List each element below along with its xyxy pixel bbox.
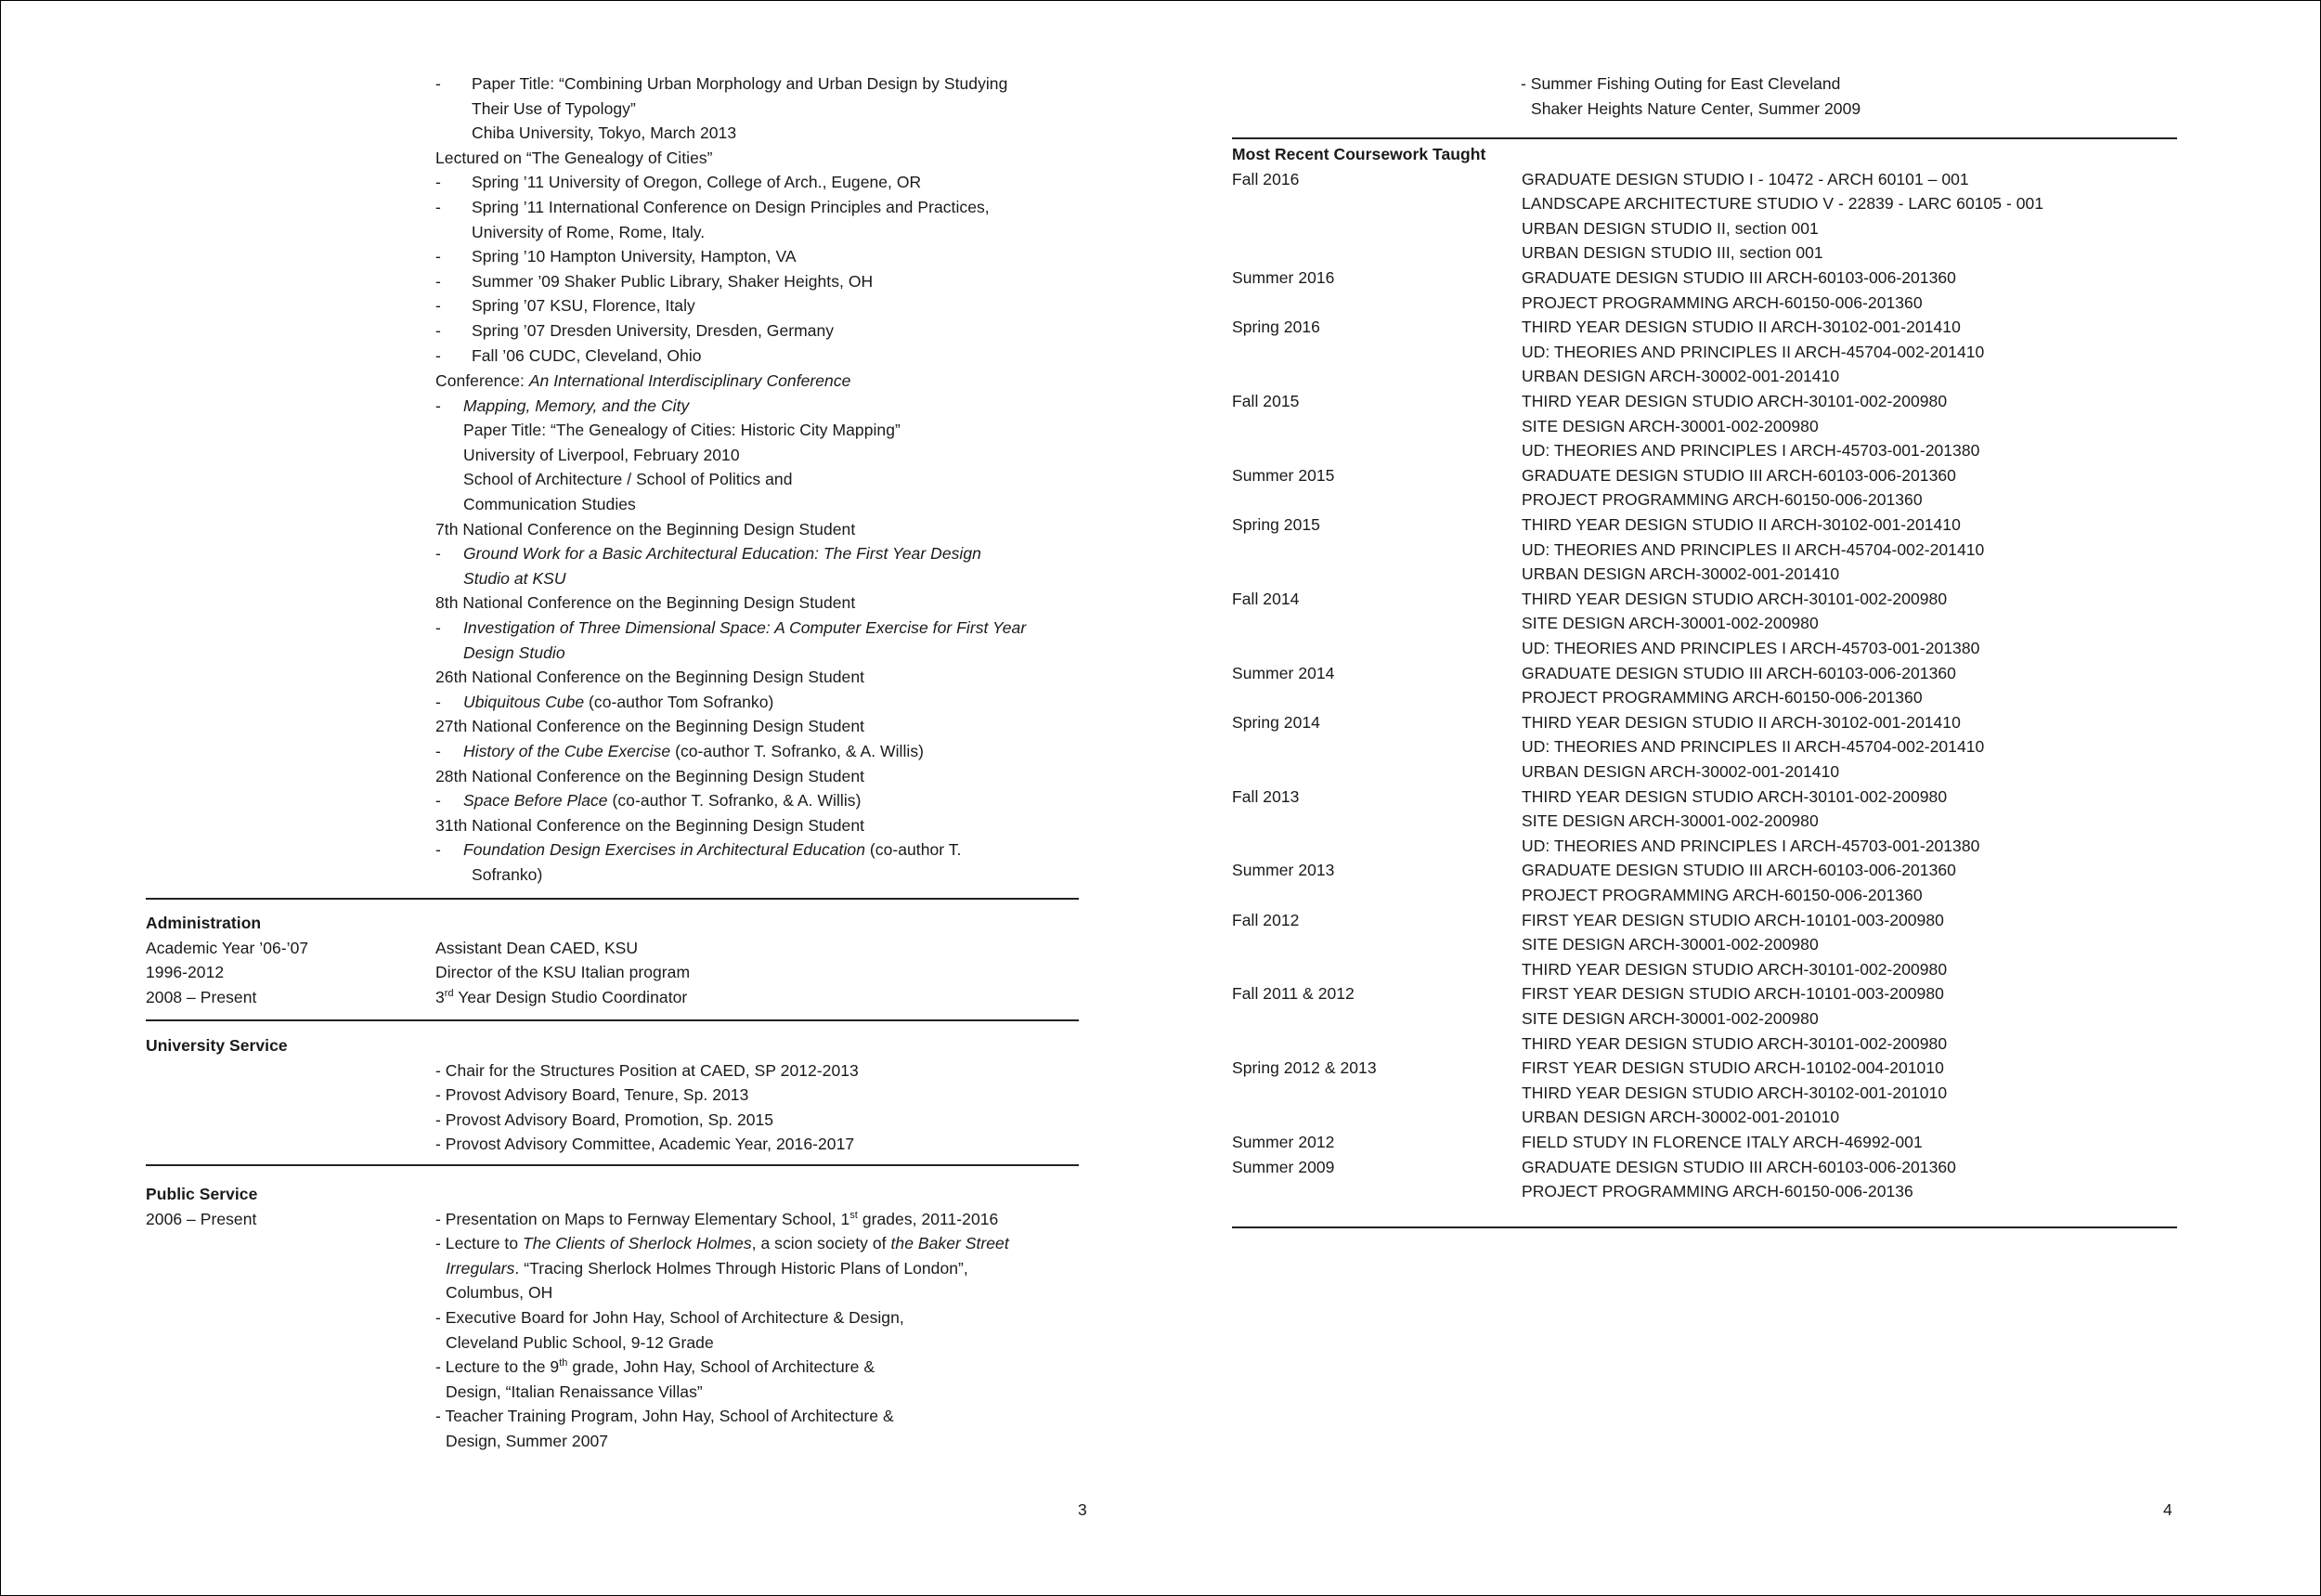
course-entry: THIRD YEAR DESIGN STUDIO ARCH-30101-002-200980 (1522, 392, 1948, 410)
course-entry: URBAN DESIGN STUDIO II, section 001 (1522, 218, 1819, 238)
public-service-item: - Teacher Training Program, John Hay, School of Architecture & (435, 1407, 894, 1426)
list-dash: - (435, 618, 441, 637)
course-entry: UD: THEORIES AND PRINCIPLES II ARCH-45704-002-201410 (1522, 342, 1985, 361)
list-dash: - (435, 321, 441, 340)
course-entry: URBAN DESIGN ARCH-30002-001-201410 (1522, 762, 1840, 781)
course-entry: UD: THEORIES AND PRINCIPLES II ARCH-45704-002-201410 (1522, 539, 1985, 559)
course-entry: FIELD STUDY IN FLORENCE ITALY ARCH-46992-001 (1522, 1133, 1923, 1151)
page-4 (1161, 1, 2320, 1595)
course-entry: PROJECT PROGRAMMING ARCH-60150-006-201360 (1522, 292, 1923, 312)
conference-heading: 27th National Conference on the Beginning Design Student (435, 717, 865, 736)
conference-paper-cont: Studio at KSU (463, 568, 566, 588)
course-entry: URBAN DESIGN STUDIO III, section 001 (1522, 243, 1823, 263)
course-term: Spring 2014 (1232, 712, 1320, 732)
service-item: - Summer Fishing Outing for East Cleveland (1521, 74, 1841, 93)
lecture-line: Summer ’09 Shaker Public Library, Shaker Heights, OH (472, 271, 874, 291)
course-term: Summer 2013 (1232, 861, 1335, 880)
list-dash: - (435, 198, 441, 216)
course-entry: SITE DESIGN ARCH-30001-002-200980 (1522, 416, 1819, 435)
conference-heading: 7th National Conference on the Beginning Design Student (435, 519, 856, 538)
list-dash: - (435, 345, 441, 365)
list-dash: - (435, 840, 441, 860)
list-dash: - (435, 247, 441, 266)
course-entry: THIRD YEAR DESIGN STUDIO ARCH-30101-002-200980 (1522, 1033, 1948, 1053)
conference-paper: Ubiquitous Cube (co-author Tom Sofranko) (463, 692, 774, 711)
section-divider (146, 1164, 1079, 1166)
course-term: Spring 2012 & 2013 (1232, 1058, 1377, 1078)
conference-paper: Space Before Place (co-author T. Sofranko, & A. Willis) (463, 791, 862, 811)
conference-heading: 28th National Conference on the Beginning Design Student (435, 766, 865, 785)
page-number: 4 (2163, 1500, 2172, 1519)
public-service-item-cont: Irregulars. “Tracing Sherlock Holmes Through Historic Plans of London”, (446, 1258, 968, 1278)
admin-period: Academic Year ’06-’07 (146, 938, 309, 957)
course-entry: URBAN DESIGN ARCH-30002-001-201410 (1522, 367, 1840, 386)
section-divider (146, 898, 1079, 900)
course-term: Fall 2012 (1232, 910, 1300, 929)
public-service-item-cont: Cleveland Public School, 9-12 Grade (446, 1332, 714, 1352)
course-entry: GRADUATE DESIGN STUDIO III ARCH-60103-006-201360 (1522, 663, 1956, 682)
course-entry: SITE DESIGN ARCH-30001-002-200980 (1522, 935, 1819, 954)
course-entry: FIRST YEAR DESIGN STUDIO ARCH-10101-003-200980 (1522, 910, 1944, 929)
course-entry: UD: THEORIES AND PRINCIPLES I ARCH-45703-001-201380 (1522, 836, 1980, 855)
lecture-line: University of Rome, Rome, Italy. (472, 222, 706, 241)
conference-paper-cont: Sofranko) (472, 865, 543, 884)
conference-detail-line: Communication Studies (463, 495, 636, 513)
course-term: Summer 2014 (1232, 663, 1335, 682)
coursework-heading: Most Recent Coursework Taught (1232, 145, 1486, 163)
service-item-cont: Shaker Heights Nature Center, Summer 2009 (1531, 98, 1861, 118)
course-term: Fall 2014 (1232, 589, 1300, 608)
course-entry: PROJECT PROGRAMMING ARCH-60150-006-201360 (1522, 886, 1923, 904)
list-dash: - (435, 544, 441, 564)
list-dash: - (435, 74, 441, 93)
admin-period: 2008 – Present (146, 987, 257, 1006)
service-item: - Provost Advisory Board, Tenure, Sp. 2013 (435, 1085, 749, 1105)
list-dash: - (435, 271, 441, 291)
admin-role: Assistant Dean CAED, KSU (435, 938, 639, 957)
course-term: Fall 2011 & 2012 (1232, 984, 1355, 1004)
list-dash: - (435, 742, 441, 760)
course-entry: GRADUATE DESIGN STUDIO III ARCH-60103-006-201360 (1522, 1157, 1956, 1176)
conference-session: Mapping, Memory, and the City (463, 396, 690, 415)
course-entry: URBAN DESIGN ARCH-30002-001-201010 (1522, 1108, 1840, 1127)
admin-period: 1996-2012 (146, 963, 225, 982)
course-term: Spring 2015 (1232, 515, 1320, 534)
public-service-item: - Executive Board for John Hay, School of Architecture & Design, (435, 1308, 904, 1327)
conference-heading: 26th National Conference on the Beginning Design Student (435, 668, 865, 687)
course-entry: PROJECT PROGRAMMING ARCH-60150-006-201360 (1522, 490, 1923, 510)
public-service-item-cont: Design, “Italian Renaissance Villas” (446, 1382, 703, 1401)
public-service-item: - Lecture to The Clients of Sherlock Holmes, a scion society of the Baker Street (435, 1234, 1009, 1253)
public-service-item-cont: Design, Summer 2007 (446, 1432, 609, 1450)
course-term: Summer 2009 (1232, 1157, 1335, 1176)
course-entry: THIRD YEAR DESIGN STUDIO ARCH-30101-002-200980 (1522, 786, 1948, 806)
conference-paper: Ground Work for a Basic Architectural Education: The First Year Design (463, 544, 981, 564)
admin-role: Director of the KSU Italian program (435, 963, 691, 982)
course-entry: UD: THEORIES AND PRINCIPLES I ARCH-45703-001-201380 (1522, 639, 1980, 657)
lecture-line: Spring ’07 Dresden University, Dresden, Germany (472, 321, 835, 340)
conference-heading: 8th National Conference on the Beginning Design Student (435, 593, 856, 613)
page-3 (1, 1, 1161, 1595)
conference-detail-line: Paper Title: “The Genealogy of Cities: Historic City Mapping” (463, 421, 901, 440)
course-term: Summer 2012 (1232, 1133, 1335, 1151)
course-entry: SITE DESIGN ARCH-30001-002-200980 (1522, 614, 1819, 633)
course-entry: SITE DESIGN ARCH-30001-002-200980 (1522, 1009, 1819, 1028)
conference-label: Conference: (435, 371, 529, 390)
course-term: Spring 2016 (1232, 318, 1320, 337)
course-entry: URBAN DESIGN ARCH-30002-001-201410 (1522, 564, 1840, 584)
conference-paper: Foundation Design Exercises in Architectural Education (co-author T. (463, 840, 962, 860)
course-entry: UD: THEORIES AND PRINCIPLES II ARCH-45704-002-201410 (1522, 737, 1985, 757)
section-divider (1232, 1226, 2177, 1228)
course-entry: THIRD YEAR DESIGN STUDIO ARCH-30101-002-200980 (1522, 589, 1948, 608)
course-term: Fall 2013 (1232, 786, 1300, 806)
conference-line (435, 369, 850, 394)
list-dash: - (435, 173, 441, 192)
course-entry: GRADUATE DESIGN STUDIO III ARCH-60103-006-201360 (1522, 268, 1956, 287)
lecture-line: Chiba University, Tokyo, March 2013 (472, 123, 737, 143)
course-entry: THIRD YEAR DESIGN STUDIO II ARCH-30102-001-201410 (1522, 318, 1961, 337)
lecture-line: Spring ’11 University of Oregon, College of Arch., Eugene, OR (472, 173, 922, 192)
section-divider (146, 1019, 1079, 1021)
public-service-item: - Lecture to the 9th grade, John Hay, School of Architecture & (435, 1357, 875, 1377)
section-divider (1232, 137, 2177, 139)
conference-heading: 31th National Conference on the Beginning Design Student (435, 815, 865, 835)
course-entry: THIRD YEAR DESIGN STUDIO ARCH-30101-002-200980 (1522, 959, 1948, 979)
public-service-period: 2006 – Present (146, 1209, 257, 1228)
service-item: - Chair for the Structures Position at CAED, SP 2012-2013 (435, 1060, 859, 1080)
lecture-line: Spring ’10 Hampton University, Hampton, VA (472, 247, 797, 266)
course-term: Summer 2016 (1232, 268, 1335, 287)
conference-title: An International Interdisciplinary Conference (528, 371, 851, 390)
administration-heading: Administration (146, 914, 262, 932)
conference-detail-line: School of Architecture / School of Politics and (463, 470, 793, 489)
course-entry: THIRD YEAR DESIGN STUDIO II ARCH-30102-001-201410 (1522, 515, 1961, 534)
list-dash: - (435, 396, 441, 415)
university-service-heading: University Service (146, 1036, 288, 1055)
lecture-line: Fall ’06 CUDC, Cleveland, Ohio (472, 345, 702, 365)
list-dash: - (435, 296, 441, 316)
course-entry: PROJECT PROGRAMMING ARCH-60150-006-20136 (1522, 1182, 1913, 1201)
conference-detail-line: University of Liverpool, February 2010 (463, 445, 740, 464)
admin-role: 3rd Year Design Studio Coordinator (435, 987, 688, 1006)
conference-paper-cont: Design Studio (463, 642, 565, 662)
lecture-line: Spring ’07 KSU, Florence, Italy (472, 296, 695, 316)
conference-paper: History of the Cube Exercise (co-author T. Sofranko, & A. Willis) (463, 742, 925, 760)
conference-paper: Investigation of Three Dimensional Space: A Computer Exercise for First Year (463, 618, 1027, 637)
public-service-item-cont: Columbus, OH (446, 1283, 553, 1303)
course-entry: GRADUATE DESIGN STUDIO III ARCH-60103-006-201360 (1522, 861, 1956, 880)
course-term: Summer 2015 (1232, 465, 1335, 485)
course-entry: GRADUATE DESIGN STUDIO III ARCH-60103-006-201360 (1522, 465, 1956, 485)
service-item: - Provost Advisory Board, Promotion, Sp. 2015 (435, 1109, 774, 1129)
service-item: - Provost Advisory Committee, Academic Year, 2016-2017 (435, 1135, 855, 1154)
page-number: 3 (1078, 1500, 1087, 1519)
course-term: Fall 2015 (1232, 392, 1300, 410)
course-entry: FIRST YEAR DESIGN STUDIO ARCH-10102-004-201010 (1522, 1058, 1944, 1078)
course-entry: THIRD YEAR DESIGN STUDIO ARCH-30102-001-201010 (1522, 1083, 1948, 1102)
lecture-line: Spring ’11 International Conference on Design Principles and Practices, (472, 198, 990, 216)
lecture-line: Their Use of Typology” (472, 98, 636, 118)
course-entry: FIRST YEAR DESIGN STUDIO ARCH-10101-003-200980 (1522, 984, 1944, 1004)
course-entry: UD: THEORIES AND PRINCIPLES I ARCH-45703-001-201380 (1522, 441, 1980, 461)
list-dash: - (435, 791, 441, 811)
lecture-line: Lectured on “The Genealogy of Cities” (435, 148, 713, 167)
course-entry: PROJECT PROGRAMMING ARCH-60150-006-201360 (1522, 688, 1923, 707)
course-entry: SITE DESIGN ARCH-30001-002-200980 (1522, 811, 1819, 831)
course-entry: THIRD YEAR DESIGN STUDIO II ARCH-30102-001-201410 (1522, 712, 1961, 732)
course-entry: LANDSCAPE ARCHITECTURE STUDIO V - 22839 - LARC 60105 - 001 (1522, 194, 2044, 214)
list-dash: - (435, 692, 441, 711)
lecture-line: Paper Title: “Combining Urban Morphology and Urban Design by Studying (472, 74, 1008, 93)
public-service-heading: Public Service (146, 1185, 258, 1203)
course-entry: GRADUATE DESIGN STUDIO I - 10472 - ARCH 60101 – 001 (1522, 169, 1969, 188)
course-term: Fall 2016 (1232, 169, 1300, 188)
public-service-item: - Presentation on Maps to Fernway Elementary School, 1st grades, 2011-2016 (435, 1209, 999, 1228)
